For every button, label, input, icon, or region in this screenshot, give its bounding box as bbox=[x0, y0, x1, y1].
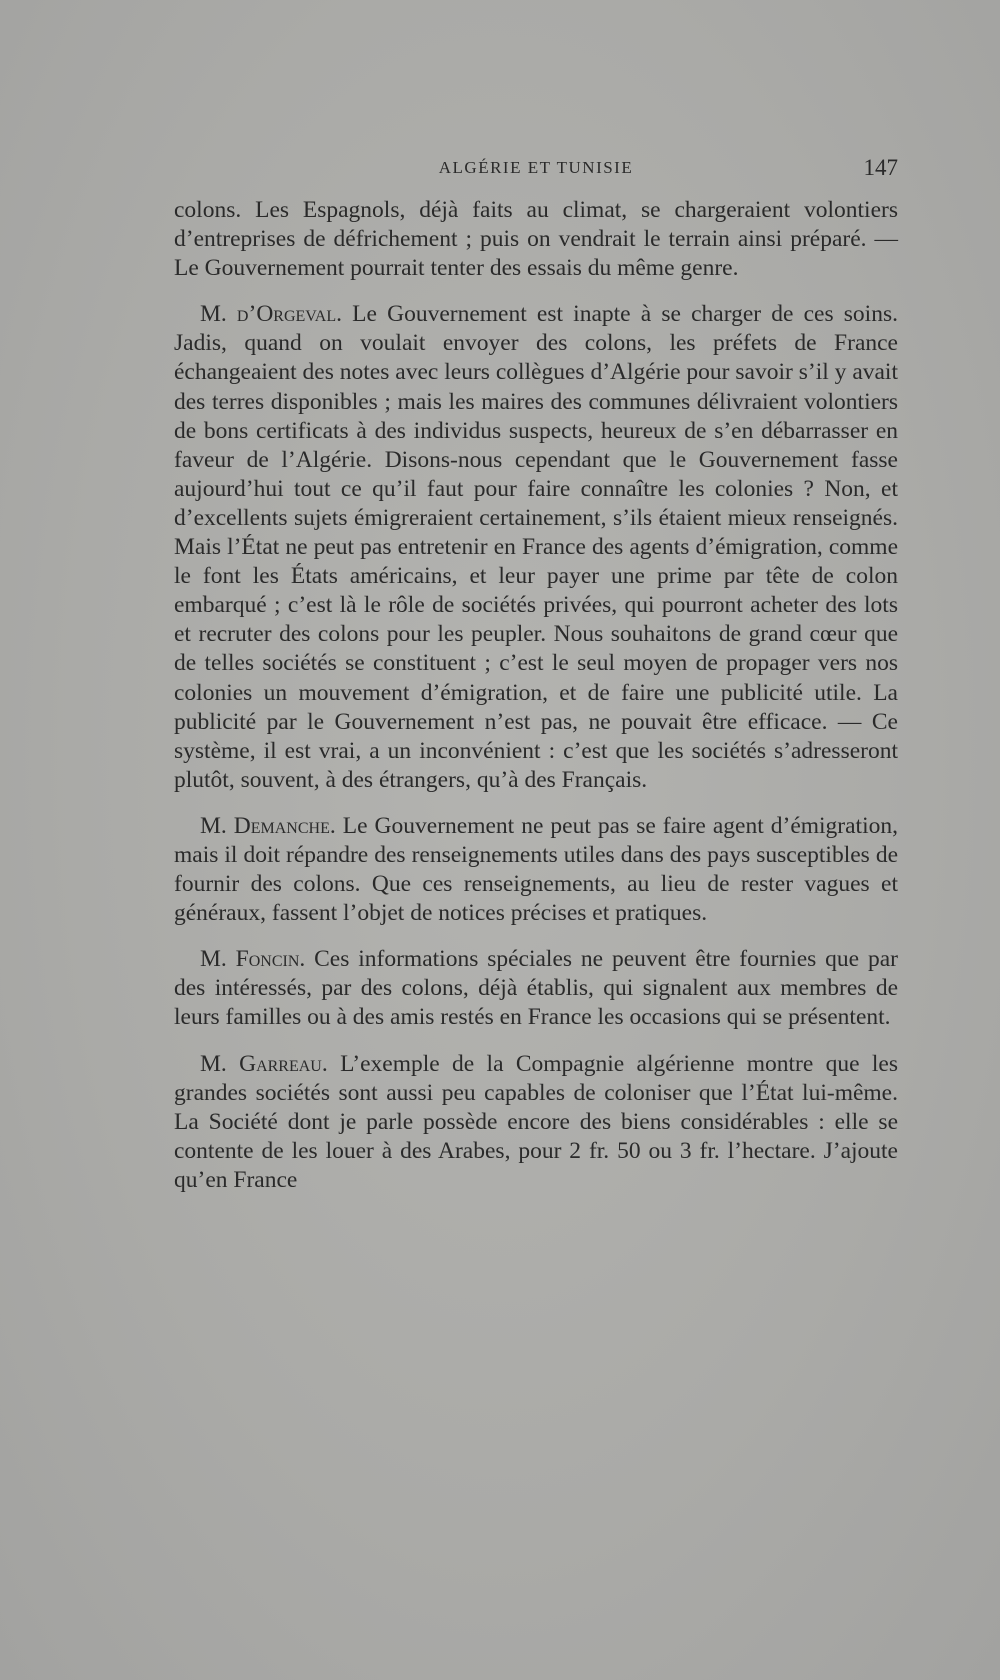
paragraph bbox=[174, 945, 898, 1032]
paragraph-text: Ces informations spéciales ne peuvent être fournies que par des intéressés, par des colons, déjà établis, qui signalent aux membres de leurs familles ou à des amis restés en France les occasions qui se présentent. bbox=[174, 946, 898, 1031]
speaker-name: M. Garreau. bbox=[200, 1050, 328, 1077]
running-head: ALGÉRIE ET TUNISIE bbox=[438, 158, 634, 177]
speaker-name: M. Foncin. bbox=[200, 946, 306, 973]
paragraph bbox=[174, 1050, 898, 1195]
page-header bbox=[174, 155, 898, 188]
paragraph-text: Le Gouvernement ne peut pas se faire agent d’émigration, mais il doit répandre des renseignements utiles dans des pays susceptibles de fournir des colons. Que ces renseignements, au lieu de rester vagues et généraux, fassent l’objet de notices précises et pratiques. bbox=[174, 812, 898, 927]
body-text bbox=[174, 196, 898, 1195]
paragraph-text: L’exemple de la Compagnie algérienne montre que les grandes sociétés sont aussi peu capables de coloniser que l’État lui-même. La Société dont je parle possède encore des biens considérables : elle se contente de les louer à des Arabes, pour 2 fr. 50 ou 3 fr. l’hectare. J’ajoute qu’en France bbox=[174, 1050, 898, 1193]
paragraph-text: Le Gouvernement est inapte à se charger de ces soins. Jadis, quand on voulait envoyer des colons, les préfets de France échangeaient des notes avec leurs collègues d’Algérie pour savoir s’il y avait des terres disponibles ; mais les maires des communes délivraient volontiers de bons certificats à des individus suspects, heureux de s’en débarrasser en faveur de l’Algérie. Disons-nous cependant que le Gouvernement fasse aujourd’hui tout ce qu’il faut pour faire connaître les colonies ? Non, et d’excellents sujets émigreraient certainement, s’ils étaient mieux renseignés. Mais l’État ne peut pas entretenir en France des agents d’émigration, comme le font les États américains, et leur payer une prime par tête de colon embarqué ; c’est là le rôle de sociétés privées, qui pourront acheter des lots et recruter des colons pour les peupler. Nous souhaitons de grand cœur que de telles sociétés se constituent ; c’est le seul moyen de propager vers nos colonies un mouvement d’émigration, et de faire une publicité utile. La publicité par le Gouvernement n’est pas, ne pouvait être efficace. — Ce système, il est vrai, a un inconvénient : c’est que les sociétés s’adresseront plutôt, souvent, à des étrangers, qu’à des Français. bbox=[174, 301, 898, 793]
paragraph bbox=[174, 196, 898, 283]
paragraph bbox=[174, 812, 898, 928]
page-number: 147 bbox=[863, 155, 898, 180]
paragraph-text: colons. Les Espagnols, déjà faits au climat, se chargeraient volontiers d’entreprises de défrichement ; puis on vendrait le terrain ainsi préparé. — Le Gouvernement pourrait tenter des essais du même genre. bbox=[174, 197, 898, 282]
speaker-name: M. Demanche. bbox=[200, 812, 336, 839]
paragraph bbox=[174, 300, 898, 795]
speaker-name: M. d’Orgeval. bbox=[200, 301, 342, 328]
